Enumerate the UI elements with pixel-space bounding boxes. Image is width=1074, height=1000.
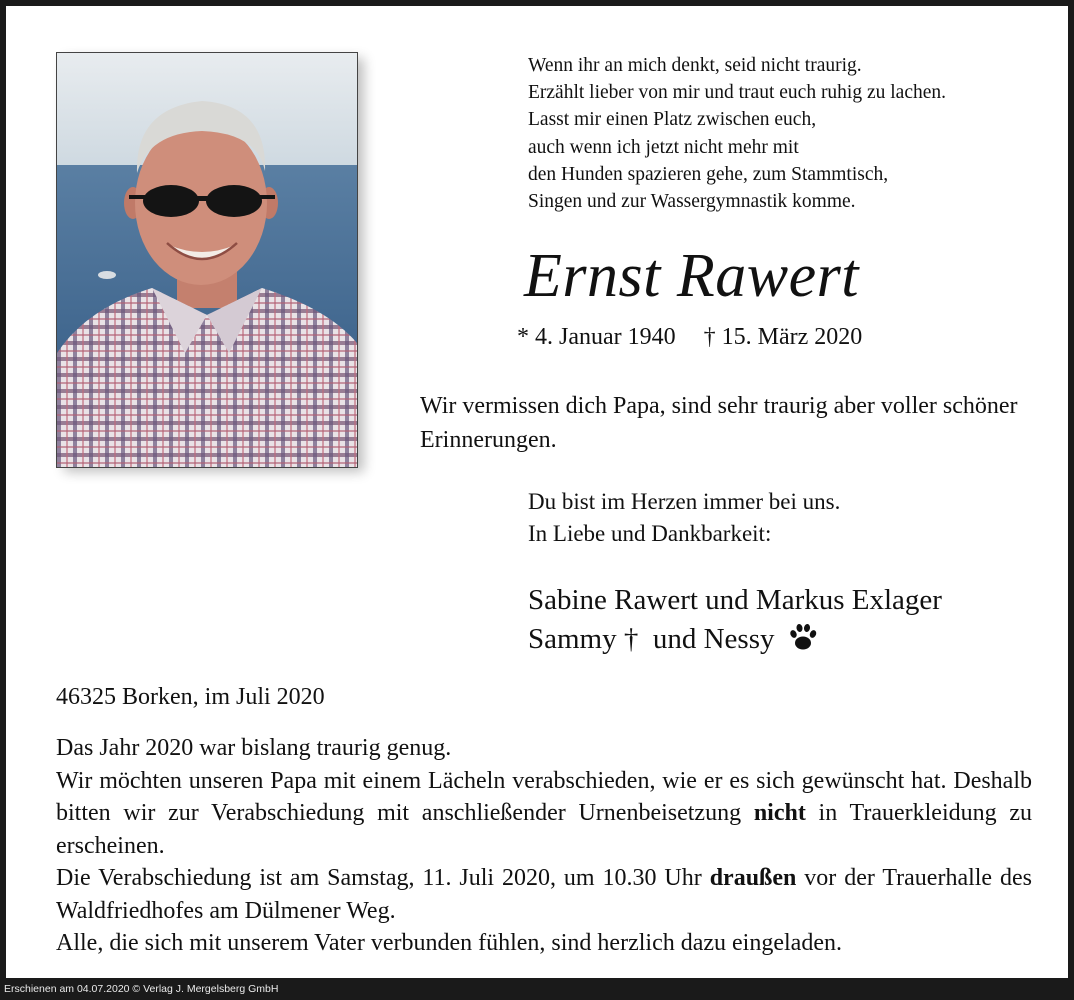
family-line: Sabine Rawert und Markus Exlager [528,584,942,616]
text: Wir möchten unseren Papa mit einem Lächeln verabschieden, wie er es sich gewünscht hat. Deshalb bitten wir zur Verabschiedung mit anschließender Urnenbeisetzung [56,767,1032,826]
heart-message [528,486,840,550]
obituary-notice [6,6,1068,978]
birth-date: * 4. Januar 1940 [517,324,676,350]
poem-line: auch wenn ich jetzt nicht mehr mit [528,136,799,158]
emphasis: draußen [709,865,797,891]
publication-footer: Erschienen am 04.07.2020 © Verlag J. Mergelsberg GmbH [4,983,279,995]
funeral-information [56,732,1032,960]
heart-line: In Liebe und Dankbarkeit: [528,521,772,546]
paw-print-icon [787,622,817,663]
poem-line: den Hunden spazieren gehe, zum Stammtisch, [528,163,889,185]
text: vor der Trauerhalle des Waldfriedhofes am Dülmener Weg. [56,865,1032,924]
poem-line: Wenn ihr an mich denkt, seid nicht traurig. [528,55,862,76]
portrait-illustration [57,53,357,467]
paragraph: Das Jahr 2020 war bislang traurig genug. [56,735,452,761]
poem [528,52,1068,215]
pets-names: Sammy † und Nessy [528,623,775,655]
portrait-photo [56,52,358,468]
text: Die Verabschiedung ist am Samstag, 11. Juli 2020, um 10.30 Uhr [56,865,710,891]
life-dates [517,324,862,351]
text: in Trauerkleidung zu erscheinen. [56,800,1033,859]
poem-line: Singen und zur Wassergymnastik komme. [528,191,856,213]
paragraph [56,862,1032,927]
deceased-name: Ernst Rawert [524,242,859,310]
death-date: † 15. März 2020 [703,324,863,350]
family-line-pets [528,620,942,663]
poem-line: Erzählt lieber von mir und traut euch ruhig zu lachen. [528,82,947,104]
heart-line: Du bist im Herzen immer bei uns. [528,489,841,514]
miss-message: Wir vermissen dich Papa, sind sehr traurig aber voller schöner Erinnerungen. [420,393,1018,453]
family-signature [528,581,942,663]
poem-line: Lasst mir einen Platz zwischen euch, [528,109,817,131]
place-and-date: 46325 Borken, im Juli 2020 [56,684,325,710]
paragraph [56,765,1032,863]
paragraph: Alle, die sich mit unserem Vater verbunden fühlen, sind herzlich dazu eingeladen. [56,930,842,956]
emphasis: nicht [753,800,806,826]
